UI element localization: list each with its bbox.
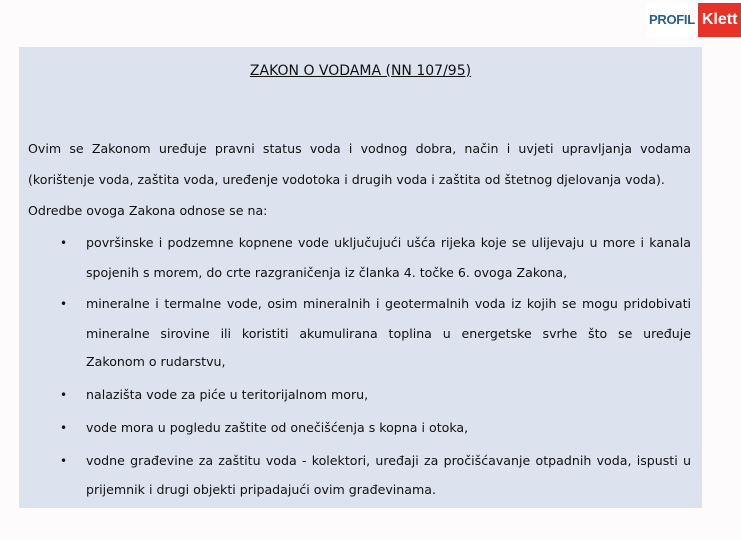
bullet-icon: • [60,454,68,468]
bullet-line: mineralne i termalne vode, osim mineralnih i geotermalnih voda iz kojih se mogu pridobivati [86,296,691,311]
bullet-line: vodne građevine za zaštitu voda - kolektori, uređaji za pročišćavanje otpadnih voda, ispusti u [86,453,691,468]
intro-line: (korištenje voda, zaštita voda, uređenje vodotoka i drugih voda i zaštita od štetnog djelovanja voda). [28,172,665,187]
profil-klett-logo [646,3,741,37]
bullet-icon: • [60,388,68,402]
bullet-line: nalazišta vode za piće u teritorijalnom moru, [86,387,369,402]
bullet-line: spojenih s morem, do crte razgraničenja iz članka 4. točke 6. ovoga Zakona, [86,265,568,280]
logo-klett: Klett [698,3,741,37]
bullet-line: prijemnik i drugi objekti pripadajući ovim građevinama. [86,482,436,497]
bullet-line: vode mora u pogledu zaštite od onečišćenja s kopna i otoka, [86,420,469,435]
bullet-icon: • [60,236,68,250]
bullet-line: površinske i podzemne kopnene vode uključujući ušća rijeka koje se ulijevaju u more i kanala [86,235,691,250]
bullet-line: Zakonom o rudarstvu, [86,354,226,369]
intro-line: Ovim se Zakonom uređuje pravni status voda i vodnog dobra, način i uvjeti upravljanja vodama [28,141,691,156]
lead-text: Odredbe ovoga Zakona odnose se na: [28,203,268,218]
page-title: ZAKON O VODAMA (NN 107/95) [249,63,472,79]
logo-profil: PROFIL [646,3,698,37]
bullet-line: mineralne sirovine ili koristiti akumulirana toplina u energetske svrhe što se uređuje [86,326,691,341]
bullet-icon: • [60,297,68,311]
bullet-icon: • [60,421,68,435]
content-panel [19,47,702,508]
